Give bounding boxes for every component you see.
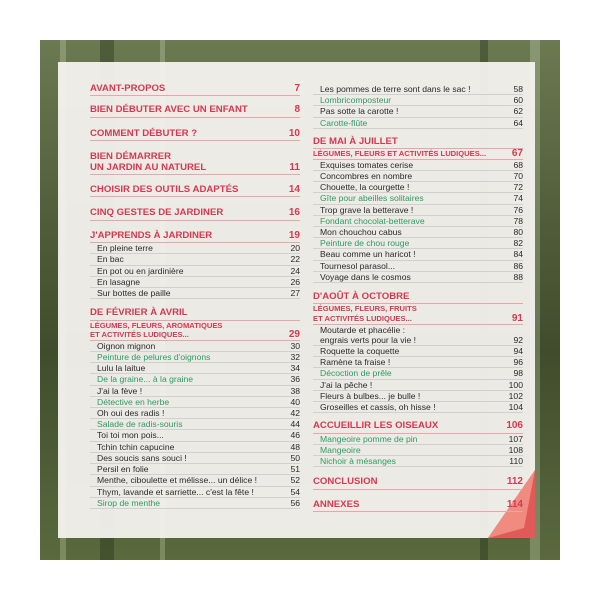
toc-entry xyxy=(313,227,523,238)
entry-title: Trop grave la betterave ! xyxy=(320,204,414,215)
entry-page: 52 xyxy=(290,475,300,486)
entry-title: En pleine terre xyxy=(97,243,153,254)
section-heading xyxy=(90,208,300,220)
toc-entry xyxy=(313,95,523,106)
section-heading xyxy=(313,500,523,512)
toc-section xyxy=(313,292,523,413)
entry-page: 78 xyxy=(513,215,523,226)
entry-page: 74 xyxy=(513,193,523,204)
toc-section xyxy=(90,185,300,197)
subtitle-text xyxy=(90,321,289,340)
entry-title: Concombres en nombre xyxy=(320,171,413,182)
entry-page: 100 xyxy=(508,379,523,390)
entry-page: 24 xyxy=(290,265,300,276)
section-heading xyxy=(90,231,300,243)
entry-page: 82 xyxy=(513,238,523,249)
entry-title: Lombricomposteur xyxy=(320,95,392,106)
entry-title: Décoction de prêle xyxy=(320,368,392,379)
section-title: ACCUEILLIR LES OISEAUX xyxy=(313,420,439,432)
toc-right-column xyxy=(313,84,523,512)
toc-section xyxy=(90,129,300,141)
entry-title: Sirop de menthe xyxy=(97,497,161,508)
entry-title: Tchin tchin capucine xyxy=(97,441,175,452)
toc-entry xyxy=(313,182,523,193)
section-page: 67 xyxy=(511,148,523,160)
entry-title: Oignon mignon xyxy=(97,340,156,351)
entry-page: 48 xyxy=(290,441,300,452)
entry-page: 32 xyxy=(290,352,300,363)
entry-title: Mon chouchou cabus xyxy=(320,227,402,238)
section-page: 10 xyxy=(288,127,300,139)
toc-entry xyxy=(313,456,523,467)
entry-title: Peinture de chou rouge xyxy=(320,238,410,249)
entry-title: Persil en folie xyxy=(97,464,149,475)
entry-page: 107 xyxy=(508,433,523,444)
entry-title: Lulu la laitue xyxy=(97,363,146,374)
toc-entry xyxy=(313,434,523,445)
section-heading xyxy=(90,308,300,320)
entry-page: 22 xyxy=(290,254,300,265)
toc-entry xyxy=(313,193,523,204)
entry-page: 58 xyxy=(513,84,523,94)
toc-entry xyxy=(90,442,300,453)
toc-entry xyxy=(313,106,523,117)
section-page: 29 xyxy=(288,329,300,341)
entry-title: J'ai la pêche ! xyxy=(320,379,373,390)
section-heading xyxy=(90,129,300,141)
toc-entry xyxy=(313,171,523,182)
subtitle-line: ET ACTIVITÉS LUDIQUES... xyxy=(90,330,189,340)
toc-entry xyxy=(313,272,523,283)
section-title: D'AOÛT À OCTOBRE xyxy=(313,291,410,303)
entry-title: Détective en herbe xyxy=(97,396,170,407)
toc-section xyxy=(90,308,300,509)
toc-entry xyxy=(313,380,523,391)
section-title: ANNEXES xyxy=(313,498,360,510)
subtitle-line: LÉGUMES, FLEURS, AROMATIQUES xyxy=(90,320,223,330)
entry-title: Nichoir à mésanges xyxy=(320,456,396,467)
section-title: J'APPRENDS À JARDINER xyxy=(90,229,213,241)
toc-entry xyxy=(313,160,523,171)
toc-entry xyxy=(90,475,300,486)
toc-entry xyxy=(90,243,300,254)
entry-title xyxy=(320,325,416,345)
toc-entry xyxy=(313,118,523,129)
toc-entry xyxy=(313,445,523,456)
toc-entry xyxy=(90,430,300,441)
entry-page: 92 xyxy=(513,334,523,345)
entry-page: 51 xyxy=(290,464,300,475)
entry-page: 68 xyxy=(513,159,523,170)
toc-entry xyxy=(313,368,523,379)
toc-entry xyxy=(90,352,300,363)
section-page: 16 xyxy=(288,207,300,219)
entry-title: Tournesol parasol... xyxy=(320,260,395,271)
entry-title: Carotte-flûte xyxy=(320,117,368,128)
section-subtitle xyxy=(313,304,523,324)
entry-title: Groseilles et cassis, oh hisse ! xyxy=(320,402,436,413)
entry-title: En lasagne xyxy=(97,276,141,287)
toc-entry xyxy=(313,216,523,227)
entry-title: Peinture de pelures d'oignons xyxy=(97,352,211,363)
toc-entry xyxy=(313,238,523,249)
entry-title: Mangeoire xyxy=(320,444,361,455)
toc-entry xyxy=(313,84,523,95)
entry-title: Ramène ta fraise ! xyxy=(320,357,391,368)
entry-page: 70 xyxy=(513,171,523,182)
entry-page: 76 xyxy=(513,204,523,215)
entry-title: De la graine... à la graine xyxy=(97,374,194,385)
section-title: CONCLUSION xyxy=(313,476,378,488)
entry-title: Fondant chocolat-betterave xyxy=(320,215,425,226)
entry-title: Exquises tomates cerise xyxy=(320,159,414,170)
entry-page: 40 xyxy=(290,396,300,407)
toc-section xyxy=(313,84,523,129)
entry-title: Salade de radis-souris xyxy=(97,419,183,430)
entry-title: Gîte pour abeilles solitaires xyxy=(320,193,424,204)
entry-page: 60 xyxy=(513,95,523,106)
entry-title: Mangeoire pomme de pin xyxy=(320,433,418,444)
entry-page: 62 xyxy=(513,106,523,117)
section-title: DE FÉVRIER À AVRIL xyxy=(90,307,188,319)
toc-entry xyxy=(313,402,523,413)
entry-title: En pot ou en jardinière xyxy=(97,265,184,276)
section-heading xyxy=(90,185,300,197)
section-title-line: BIEN DÉMARRER xyxy=(90,151,172,163)
toc-entry xyxy=(313,391,523,402)
toc-section xyxy=(313,477,523,489)
entry-title: Voyage dans le cosmos xyxy=(320,271,411,282)
entry-page: 110 xyxy=(509,456,523,467)
section-page: 19 xyxy=(288,229,300,241)
toc-entry xyxy=(90,386,300,397)
toc-section xyxy=(90,105,300,117)
toc-section xyxy=(313,137,523,283)
entry-page: 88 xyxy=(513,271,523,282)
toc-section xyxy=(90,208,300,220)
toc-entry xyxy=(313,346,523,357)
toc-entry xyxy=(313,261,523,272)
toc-entry xyxy=(90,341,300,352)
entry-title: Menthe, ciboulette et mélisse... un délice ! xyxy=(97,475,258,486)
entry-title: Roquette la coquette xyxy=(320,346,400,357)
toc-section xyxy=(90,84,300,96)
subtitle-line: LÉGUMES, FLEURS ET ACTIVITÉS LUDIQUES... xyxy=(313,149,487,159)
toc-entry xyxy=(313,357,523,368)
toc-entry xyxy=(90,453,300,464)
entry-title: Beau comme un haricot ! xyxy=(320,249,416,260)
section-title: CINQ GESTES DE JARDINER xyxy=(90,207,224,219)
section-heading xyxy=(90,105,300,117)
entry-title: Fleurs à bulbes... je bulle ! xyxy=(320,390,421,401)
toc-section xyxy=(90,231,300,299)
entry-page: 84 xyxy=(513,249,523,260)
section-page: 8 xyxy=(294,104,300,116)
entry-page: 34 xyxy=(290,363,300,374)
subtitle-text xyxy=(313,304,512,323)
toc-entry xyxy=(90,288,300,299)
entry-page: 86 xyxy=(513,260,523,271)
entry-page: 26 xyxy=(290,276,300,287)
entry-title: J'ai la fève ! xyxy=(97,385,143,396)
entry-page: 38 xyxy=(290,385,300,396)
toc-entry xyxy=(90,363,300,374)
toc-entry xyxy=(90,487,300,498)
section-heading xyxy=(90,152,300,175)
entry-page: 64 xyxy=(513,117,523,128)
section-title: DE MAI À JUILLET xyxy=(313,135,398,147)
section-subtitle xyxy=(90,321,300,341)
entry-page: 94 xyxy=(513,346,523,357)
entry-page: 44 xyxy=(290,419,300,430)
toc-entry xyxy=(90,397,300,408)
entry-page: 104 xyxy=(508,402,523,413)
entry-page: 36 xyxy=(290,374,300,385)
section-page: 112 xyxy=(506,476,523,488)
subtitle-line: LÉGUMES, FLEURS, FRUITS xyxy=(313,304,417,314)
section-title xyxy=(90,152,289,173)
section-page: 11 xyxy=(289,161,300,173)
entry-page: 30 xyxy=(290,340,300,351)
section-title-line: UN JARDIN AU NATUREL xyxy=(90,161,207,173)
toc-section xyxy=(313,500,523,512)
section-page: 114 xyxy=(506,498,523,510)
toc-entry xyxy=(90,277,300,288)
section-title: CHOISIR DES OUTILS ADAPTÉS xyxy=(90,184,239,196)
entry-page: 72 xyxy=(513,182,523,193)
entry-page: 80 xyxy=(513,227,523,238)
toc-entry xyxy=(90,254,300,265)
entry-title-line: Moutarde et phacélie : xyxy=(320,324,406,335)
entry-page: 54 xyxy=(290,486,300,497)
toc-entry xyxy=(90,266,300,277)
toc-entry xyxy=(90,374,300,385)
entry-page: 96 xyxy=(513,357,523,368)
toc-section xyxy=(90,152,300,175)
toc-entry xyxy=(313,249,523,260)
toc-left-column xyxy=(90,84,300,509)
entry-title: Pas sotte la carotte ! xyxy=(320,106,399,117)
toc-entry xyxy=(90,408,300,419)
section-subtitle xyxy=(313,149,523,160)
entry-page: 46 xyxy=(290,430,300,441)
entry-page: 27 xyxy=(290,288,300,299)
section-title: BIEN DÉBUTER AVEC UN ENFANT xyxy=(90,104,248,116)
section-title: COMMENT DÉBUTER ? xyxy=(90,127,198,139)
entry-title: Oh oui des radis ! xyxy=(97,408,165,419)
entry-page: 108 xyxy=(508,444,523,455)
toc-entry xyxy=(90,498,300,509)
entry-title: Des soucis sans souci ! xyxy=(97,452,187,463)
section-heading xyxy=(313,292,523,304)
subtitle-line: ET ACTIVITÉS LUDIQUES... xyxy=(313,314,412,324)
section-title: AVANT-PROPOS xyxy=(90,83,166,94)
entry-title: Les pommes de terre sont dans le sac ! xyxy=(320,84,471,94)
entry-title: Toi toi mon pois... xyxy=(97,430,164,441)
toc-section xyxy=(313,421,523,467)
entry-title: Chouette, la courgette ! xyxy=(320,182,410,193)
entry-title: Sur bottes de paille xyxy=(97,288,171,299)
section-page: 7 xyxy=(294,83,300,94)
toc-entry xyxy=(313,325,523,346)
section-heading xyxy=(313,137,523,149)
section-heading xyxy=(313,477,523,489)
toc-entry xyxy=(313,205,523,216)
toc-entry xyxy=(90,464,300,475)
toc-entry xyxy=(90,419,300,430)
entry-page: 42 xyxy=(290,408,300,419)
entry-page: 20 xyxy=(290,243,300,254)
entry-title: En bac xyxy=(97,254,124,265)
entry-page: 102 xyxy=(508,390,523,401)
section-page: 14 xyxy=(288,184,300,196)
entry-page: 98 xyxy=(513,368,523,379)
section-heading xyxy=(313,421,523,433)
entry-page: 56 xyxy=(290,497,300,508)
entry-title-line: engrais verts pour la vie ! xyxy=(320,334,417,345)
section-page: 106 xyxy=(506,420,523,432)
entry-page: 50 xyxy=(290,452,300,463)
subtitle-text xyxy=(313,149,512,159)
entry-title: Thym, lavande et sarriette... c'est la fête ! xyxy=(97,486,254,497)
section-heading xyxy=(90,84,300,96)
section-page: 91 xyxy=(511,313,523,325)
